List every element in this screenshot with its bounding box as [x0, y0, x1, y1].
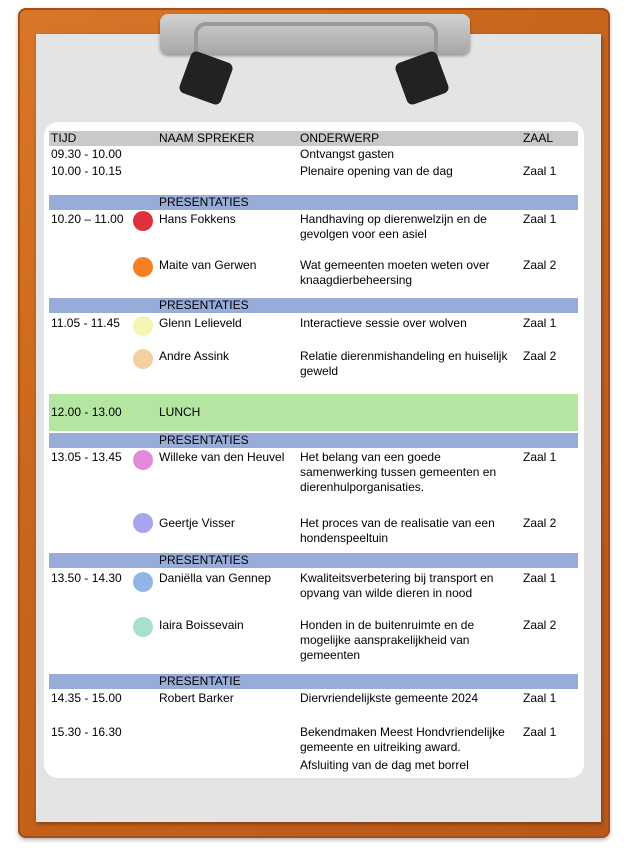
lunch-label: LUNCH	[159, 405, 201, 419]
speaker-color-dot	[133, 617, 153, 637]
lunch-time: 12.00 - 13.00	[51, 405, 122, 419]
row-room: Zaal 1	[523, 164, 557, 178]
row-speaker: Glenn Lelieveld	[159, 316, 242, 330]
row-room: Zaal 1	[523, 691, 557, 705]
row-topic: Kwaliteitsverbetering bij transport en opvang van wilde dieren in nood	[300, 571, 494, 600]
row-topic: Het proces van de realisatie van een hondenspeeltuin	[300, 516, 495, 545]
table-row	[49, 147, 578, 163]
row-topic: Interactieve sessie over wolven	[300, 316, 467, 330]
row-room: Zaal 1	[523, 450, 557, 464]
row-room: Zaal 2	[523, 618, 557, 632]
row-time: 15.30 - 16.30	[51, 725, 122, 739]
row-speaker: Hans Fokkens	[159, 212, 236, 226]
header-speaker: NAAM SPREKER	[159, 131, 255, 145]
row-speaker: Geertje Visser	[159, 516, 235, 530]
table-row	[49, 450, 578, 510]
section-label: PRESENTATIES	[159, 298, 249, 312]
lunch-band	[49, 394, 578, 431]
table-row	[49, 725, 578, 773]
table-row	[49, 164, 578, 180]
row-speaker: Daniëlla van Gennep	[159, 571, 272, 585]
row-topic-closing: Afsluiting van de dag met borrel	[300, 758, 469, 772]
header-time: TIJD	[51, 131, 77, 145]
table-row	[49, 316, 578, 346]
section-band	[49, 674, 578, 689]
row-speaker: Iaira Boissevain	[159, 618, 244, 632]
row-topic: Ontvangst gasten	[300, 147, 395, 161]
speaker-color-dot	[133, 450, 153, 470]
row-topic: Diervriendelijkste gemeente 2024	[300, 691, 479, 705]
row-room: Zaal 2	[523, 516, 557, 530]
header-topic: ONDERWERP	[300, 131, 380, 145]
row-topic: Wat gemeenten moeten weten over knaagdierbeheersing	[300, 258, 490, 287]
header-row	[49, 131, 578, 146]
row-room: Zaal 1	[523, 212, 557, 226]
schedule-card	[44, 122, 584, 778]
row-speaker: Andre Assink	[159, 349, 230, 363]
speaker-color-dot	[133, 257, 153, 277]
table-row	[49, 618, 578, 668]
row-room: Zaal 2	[523, 258, 557, 272]
header-room: ZAAL	[523, 131, 554, 145]
table-row	[49, 349, 578, 391]
row-topic: Relatie dierenmishandeling en huiselijk geweld	[300, 349, 508, 378]
row-room: Zaal 1	[523, 316, 557, 330]
section-label: PRESENTATIES	[159, 433, 249, 447]
section-label: PRESENTATIE	[159, 674, 241, 688]
row-time: 09.30 - 10.00	[51, 147, 122, 161]
row-time: 10.20 – 11.00	[51, 212, 124, 226]
row-time: 13.05 - 13.45	[51, 450, 122, 464]
row-topic: Plenaire opening van de dag	[300, 164, 453, 178]
row-speaker: Robert Barker	[159, 691, 234, 705]
table-row	[49, 691, 578, 709]
speaker-color-dot	[133, 513, 153, 533]
row-speaker: Maite van Gerwen	[159, 258, 257, 272]
speaker-color-dot	[133, 349, 153, 369]
table-row	[49, 212, 578, 254]
row-topic: Honden in de buitenruimte en de mogelijke aansprakelijkheid van gemeenten	[300, 618, 475, 662]
row-time: 10.00 - 10.15	[51, 164, 122, 178]
section-label: PRESENTATIES	[159, 553, 249, 567]
row-topic: Het belang van een goede samenwerking tussen gemeenten en dierenhulporganisaties.	[300, 450, 497, 494]
row-time: 14.35 - 15.00	[51, 691, 122, 705]
speaker-color-dot	[133, 211, 153, 231]
table-row	[49, 258, 578, 300]
row-topic: Handhaving op dierenwelzijn en de gevolgen voor een asiel	[300, 212, 487, 241]
row-topic: Bekendmaken Meest Hondvriendelijke gemeente en uitreiking award.	[300, 725, 505, 754]
section-band	[49, 433, 578, 448]
section-band	[49, 195, 578, 210]
section-label: PRESENTATIES	[159, 195, 249, 209]
row-room: Zaal 2	[523, 349, 557, 363]
table-row	[49, 571, 578, 613]
section-band	[49, 553, 578, 568]
speaker-color-dot	[133, 572, 153, 592]
row-time: 13.50 - 14.30	[51, 571, 122, 585]
speaker-color-dot	[133, 316, 153, 336]
row-speaker: Willeke van den Heuvel	[159, 450, 285, 464]
row-room: Zaal 1	[523, 571, 557, 585]
row-room: Zaal 1	[523, 725, 557, 739]
table-row	[49, 516, 578, 558]
row-time: 11.05 - 11.45	[51, 316, 120, 330]
section-band	[49, 298, 578, 313]
